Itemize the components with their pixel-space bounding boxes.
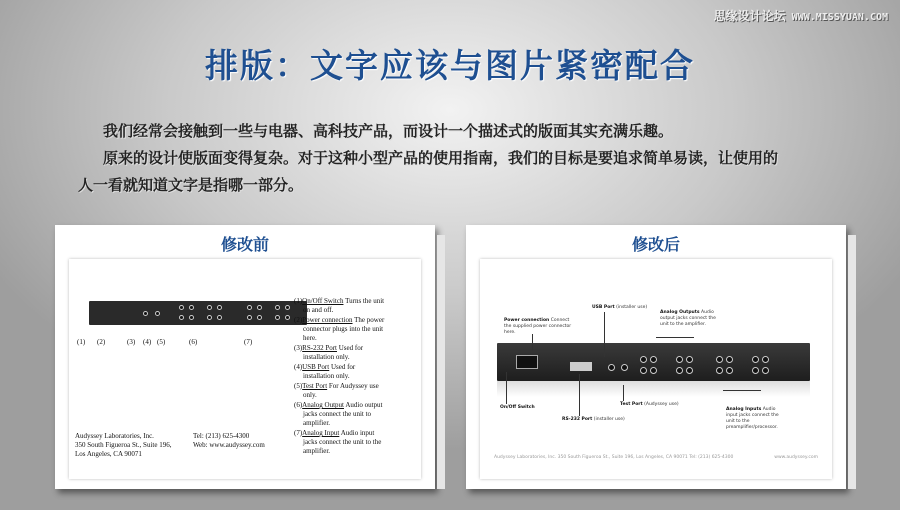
item-key: On/Off Switch: [302, 297, 344, 305]
item-desc: Used for installation only.: [303, 344, 364, 361]
item-number: (2): [294, 316, 303, 324]
item-desc: Audio output jacks connect the unit to amplifier.: [303, 401, 383, 427]
callout-desc: Audio input jacks connect the unit to the preamplifier/processor.: [726, 407, 779, 430]
paragraph-line: 人一看就知道文字是指哪一部分。: [78, 176, 304, 194]
callout-number: (3): [127, 338, 136, 346]
legend-item: [294, 363, 386, 381]
jack-icon: [762, 367, 769, 374]
legend-item: [294, 401, 386, 428]
item-desc: For Audyssey use only.: [303, 382, 379, 399]
leader-line: [579, 374, 580, 416]
leader-line: [723, 390, 761, 391]
jack-icon: [676, 367, 683, 374]
callout-number: (6): [189, 338, 198, 346]
footer-web: www.audyssey.com: [774, 455, 818, 460]
callout-title: USB Port: [592, 305, 615, 310]
jack-icon: [257, 315, 262, 320]
callout-desc: Audio output jacks connect the unit to the amplifier.: [660, 310, 716, 327]
jack-icon: [257, 305, 262, 310]
legend-item: [294, 297, 386, 315]
jack-icon: [650, 356, 657, 363]
page-title: 排版：文字应该与图片紧密配合: [205, 46, 695, 85]
legend-item: [294, 429, 386, 456]
address: [75, 432, 171, 459]
after-page: [480, 259, 832, 479]
item-desc: Turns the unit on and off.: [303, 297, 385, 314]
power-socket-icon: [516, 355, 538, 369]
legend-item: [294, 316, 386, 343]
paragraph-line: 我们经常会接触到一些与电器、高科技产品，而设计一个描述式的版面其实充满乐趣。: [103, 122, 674, 140]
address-line: Los Angeles, CA 90071: [75, 450, 142, 458]
jack-icon: [217, 305, 222, 310]
callout-title: Test Port: [620, 402, 643, 407]
callout-title: RS-232 Port: [562, 417, 593, 422]
callout-number: (7): [244, 338, 253, 346]
jack-icon: [189, 315, 194, 320]
leader-line: [506, 372, 507, 404]
jack-icon: [762, 356, 769, 363]
device-panel: [89, 301, 307, 325]
item-key: RS-232 Port: [302, 344, 337, 352]
item-key: Analog Input: [302, 429, 340, 437]
callout-desc: Connect the supplied power connector here.: [504, 318, 572, 335]
item-number: (1): [294, 297, 303, 305]
jack-icon: [207, 315, 212, 320]
jack-icon: [726, 367, 733, 374]
contact-line: Tel: (213) 625-4300: [193, 432, 250, 440]
item-desc: Used for installation only.: [303, 363, 356, 380]
jack-icon: [247, 305, 252, 310]
watermark-cn: 思缘设计论坛: [713, 9, 786, 23]
item-key: Test Port: [302, 382, 328, 390]
callout-inputs: [726, 407, 786, 431]
after-label: 修改后: [631, 235, 680, 254]
item-number: (7): [294, 429, 303, 437]
jack-icon: [716, 356, 723, 363]
jack-icon: [640, 367, 647, 374]
before-card: [55, 225, 435, 489]
jack-icon: [621, 364, 628, 371]
callout-number: (1): [77, 338, 86, 346]
contact: [193, 432, 265, 450]
jack-icon: [608, 364, 615, 371]
leader-line: [656, 337, 694, 338]
jack-icon: [217, 315, 222, 320]
contact-line: Web: www.audyssey.com: [193, 441, 265, 449]
jack-icon: [726, 356, 733, 363]
item-key: Power connection: [302, 316, 353, 324]
jack-icon: [179, 305, 184, 310]
item-desc: The power connector plugs into the unit here.: [303, 316, 385, 342]
address-line: 350 South Figueroa St., Suite 196,: [75, 441, 172, 449]
legend: [294, 297, 386, 457]
leader-line: [532, 334, 533, 351]
jack-icon: [285, 305, 290, 310]
callout-outputs: [660, 310, 720, 328]
callout-title: Analog Outputs: [660, 310, 700, 315]
after-card: [466, 225, 846, 489]
legend-item: [294, 344, 386, 362]
watermark: [714, 7, 888, 24]
rs232-port-icon: [570, 362, 592, 371]
address-line: Audyssey Laboratories, Inc.: [75, 432, 154, 440]
leader-line: [623, 385, 624, 401]
callout-onoff: [500, 405, 535, 411]
item-key: USB Port: [302, 363, 330, 371]
leader-line: [604, 312, 605, 357]
callout-power: [504, 318, 574, 336]
before-label: 修改前: [220, 235, 269, 254]
footer-address: Audyssey Laboratories, Inc. 350 South Figueroa St., Suite 196, Los Angeles, CA 90071 Tel: (213) 625-4300: [494, 455, 734, 460]
callout-test: [620, 402, 679, 408]
jack-icon: [640, 356, 647, 363]
callout-number: (5): [157, 338, 166, 346]
jack-icon: [275, 315, 280, 320]
callout-desc: (installer use): [616, 305, 648, 310]
device-reflection: [497, 381, 810, 397]
jack-icon: [752, 367, 759, 374]
item-number: (4): [294, 363, 303, 371]
callout-title: Power connection: [504, 318, 550, 323]
callout-desc: (Audyssey use): [644, 402, 679, 407]
callout-number: (4): [143, 338, 152, 346]
jack-icon: [179, 315, 184, 320]
callout-usb: [592, 305, 647, 311]
before-page: [69, 259, 421, 479]
item-number: (6): [294, 401, 303, 409]
legend-item: [294, 382, 386, 400]
jack-icon: [650, 367, 657, 374]
callout-desc: (installer use): [593, 417, 625, 422]
callout-title: On/Off Switch: [500, 405, 535, 410]
paragraph-line: 原来的设计使版面变得复杂。对于这种小型产品的使用指南，我们的目标是要追求简单易读，让使用的: [103, 149, 779, 167]
jack-icon: [676, 356, 683, 363]
jack-icon: [155, 311, 160, 316]
item-desc: Audio input jacks connect the unit to the amplifier.: [303, 429, 382, 455]
jack-icon: [686, 367, 693, 374]
jack-icon: [247, 315, 252, 320]
watermark-url: WWW.MISSYUAN.COM: [791, 12, 888, 23]
jack-icon: [285, 315, 290, 320]
jack-icon: [275, 305, 280, 310]
jack-icon: [189, 305, 194, 310]
intro-paragraph: [78, 118, 843, 199]
item-number: (5): [294, 382, 303, 390]
callout-title: Analog Inputs: [726, 407, 762, 412]
jack-icon: [207, 305, 212, 310]
jack-icon: [143, 311, 148, 316]
item-key: Analog Output: [302, 401, 344, 409]
jack-icon: [686, 356, 693, 363]
jack-icon: [716, 367, 723, 374]
callout-number: (2): [97, 338, 106, 346]
jack-icon: [752, 356, 759, 363]
callout-rs232: [562, 417, 625, 423]
item-number: (3): [294, 344, 303, 352]
